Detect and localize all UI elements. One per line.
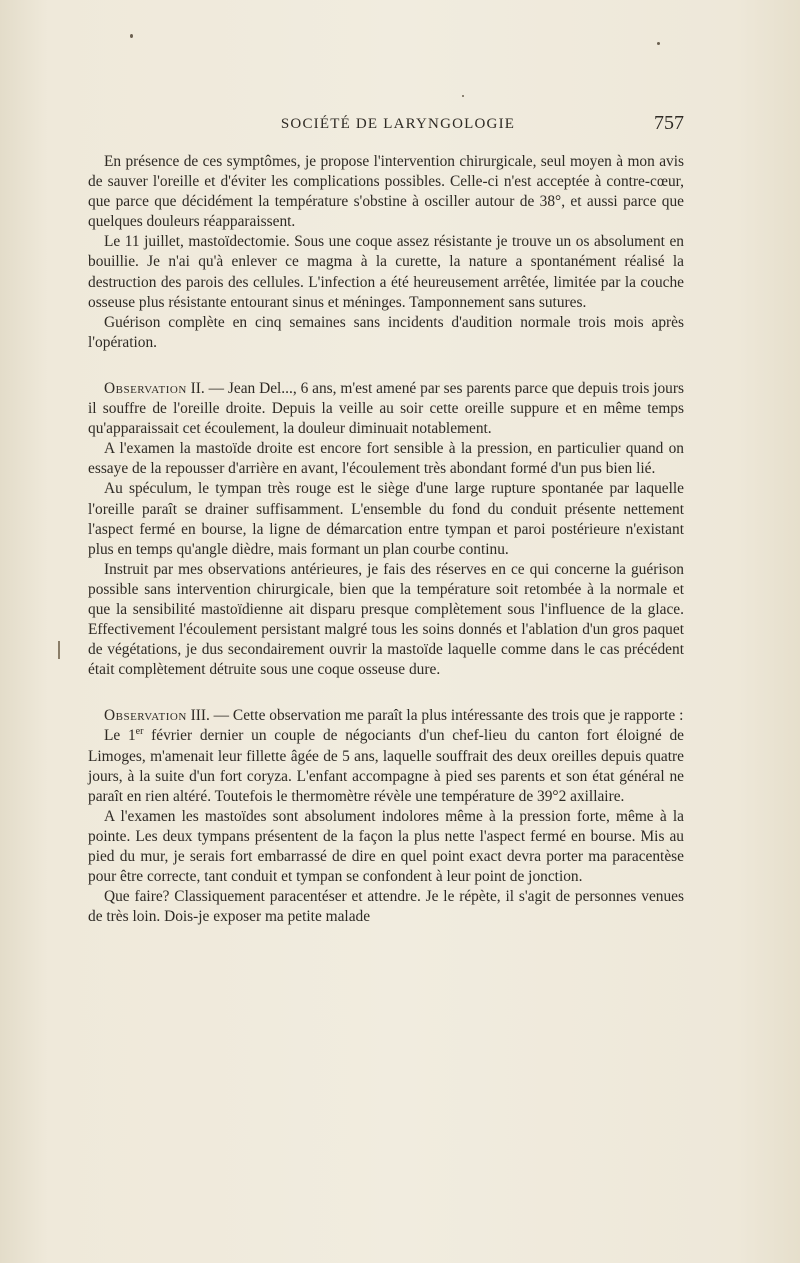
article-body <box>88 152 684 927</box>
margin-mark <box>58 641 60 659</box>
paragraph-what-to-do: Que faire? Classiquement paracentéser et attendre. Je le répète, il s'agit de personnes venues de très loin. Dois-je exposer ma petite malade <box>88 888 684 926</box>
page-number: 757 <box>654 112 684 134</box>
paragraph-speculum: Au spéculum, le tympan très rouge est le siège d'une large rupture spontanée par laquelle l'oreille paraît se drainer suffisamment. L'ensemble du fond du conduit présente nettement l'aspect fermé en bourse, la ligne de démarcation entre tympan et paroi postérieure n'existant plus en temps qu'angle dièdre, mais formant un plan courbe continu. <box>88 480 684 558</box>
section-gap <box>88 353 684 379</box>
page-header <box>112 112 684 136</box>
observation-3-label: Observation <box>104 707 187 725</box>
observation-2-label: Observation <box>104 379 187 397</box>
observation-2-text: II. — Jean Del..., 6 ans, m'est amené par ses parents parce que depuis trois jours il souffre de l'oreille droite. Depuis la veille au soir cette oreille suppure et en même temps qu'apparaissait cet écoulement, la douleur diminuait notablement. <box>88 379 684 438</box>
paragraph-mastoid-exam: A l'examen les mastoïdes sont absolument indolores même à la pression forte, même à la pointe. Les deux tympans présentent de la façon la plus nette l'aspect fermé en bourse. Mis au pied du mur, je serais fort embarrassé de dire en quel point exact devra porter ma paracentèse pour être correcte, tant conduit et tympan se confondent à leur point de jonction. <box>88 807 684 886</box>
paragraph-observation-3 <box>88 706 684 726</box>
paragraph-reserves: Instruit par mes observations antérieures, je fais des réserves en ce qui concerne la guérison possible sans intervention chirurgicale, bien que la température soit retombée à la normale et que la sensibilité mastoïdienne ait disparu presque complètement sous l'influence de la glace. Effectivement l'écoulement persistant malgré tous les soins donnés et l'ablation d'un gros paquet de végétations, je dus secondairement ouvrir la mastoïde laquelle comme dans le cas précédent était complètement détruite sous une coque osseuse dure. <box>88 560 684 679</box>
paragraph-symptoms: En présence de ces symptômes, je propose l'intervention chirurgicale, seul moyen à mon avis de sauver l'oreille et d'éviter les complications possibles. Celle-ci n'est acceptée à contre-cœur, que parce que décidément la température s'obstine à osciller autour de 38°, et aussi parce que quelques douleurs réapparaissent. <box>88 153 684 231</box>
observation-3-text: III. — Cette observation me paraît la plus intéressante des trois que je rapporte : <box>186 707 684 725</box>
paragraph-mastoidectomy: Le 11 juillet, mastoïdectomie. Sous une coque assez résistante je trouve un os absolument en bouillie. Je n'ai qu'à enlever ce magma à la curette, la nature a spontanément réalisé la destruction des parois des cellules. L'infection a été heureusement arrêtée, limitée par la couche osseuse plus résistante entourant sinus et méninges. Tamponnement sans sutures. <box>88 233 684 311</box>
paper-speck <box>462 95 464 97</box>
paper-speck <box>657 42 660 45</box>
paragraph-february: Le 1er février dernier un couple de négociants d'un chef-lieu du canton fort éloigné de Limoges, m'amenait leur fillette âgée de 5 ans, laquelle souffrait des deux oreilles depuis quatre jours, à la suite d'un fort coryza. L'enfant accompagne à pied ses parents et son état général ne paraît en rien altéré. Toutefois le thermomètre révèle une température de 39°2 axillaire. <box>88 726 684 805</box>
section-gap <box>88 680 684 706</box>
paper-speck <box>130 34 133 38</box>
paragraph-recovery: Guérison complète en cinq semaines sans incidents d'audition normale trois mois après l'opération. <box>88 313 684 351</box>
running-head: SOCIÉTÉ DE LARYNGOLOGIE <box>280 116 516 132</box>
paragraph-examination: A l'examen la mastoïde droite est encore fort sensible à la pression, en particulier quand on essaye de la repousser d'arrière en avant, l'écoulement très abondant formé d'un pus bien lié. <box>88 440 684 478</box>
paragraph-observation-2 <box>88 379 684 439</box>
